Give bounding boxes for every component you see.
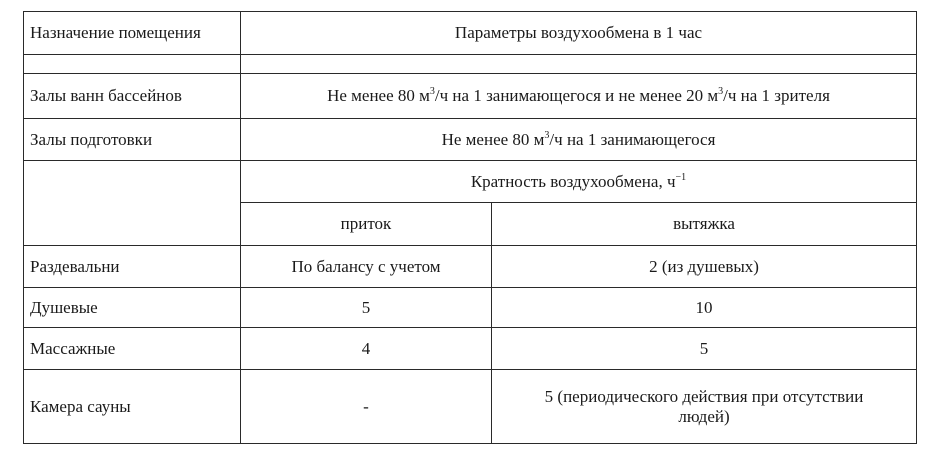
table-row <box>24 370 917 444</box>
air-volume-value <box>241 119 917 161</box>
table-row <box>24 74 917 119</box>
air-exchange-table <box>23 11 917 444</box>
supply-value: По балансу с учетом <box>241 246 492 288</box>
header-air-exchange-params: Параметры воздухообмена в 1 час <box>241 12 917 55</box>
superscript: 3 <box>718 86 724 97</box>
exhaust-header: вытяжка <box>492 203 917 246</box>
value-text: Не менее 80 м <box>441 129 545 149</box>
header-room-purpose: Назначение помещения <box>24 12 241 55</box>
empty-cell <box>24 161 241 246</box>
rate-header-row <box>24 161 917 203</box>
table-row <box>24 328 917 370</box>
room-name: Залы подготовки <box>24 119 241 161</box>
table-empty-row <box>24 55 917 74</box>
rate-header-label: Кратность воздухообмена, ч <box>470 171 676 191</box>
room-name: Залы ванн бассейнов <box>24 74 241 119</box>
exhaust-value: 5 (периодического действия при отсутствии людей) <box>492 370 917 444</box>
value-text: /ч на 1 занимающегося <box>549 129 716 149</box>
superscript: 3 <box>544 129 550 141</box>
exhaust-value: 2 (из душевых) <box>492 246 917 288</box>
room-name: Раздевальни <box>24 246 241 288</box>
value-text: Не менее 80 м <box>327 86 430 105</box>
table-row <box>24 288 917 328</box>
supply-value: 5 <box>241 288 492 328</box>
superscript: 3 <box>429 86 435 97</box>
empty-cell <box>241 55 917 74</box>
supply-header: приток <box>241 203 492 246</box>
superscript: −1 <box>675 171 687 183</box>
room-name: Камера сауны <box>24 370 241 444</box>
value-text: /ч на 1 зрителя <box>723 86 830 105</box>
value-text: /ч на 1 занимающегося и не менее 20 м <box>434 86 719 105</box>
table-row <box>24 119 917 161</box>
supply-value: 4 <box>241 328 492 370</box>
table-header-row <box>24 12 917 55</box>
empty-cell <box>24 55 241 74</box>
room-name: Душевые <box>24 288 241 328</box>
exhaust-value: 10 <box>492 288 917 328</box>
room-name: Массажные <box>24 328 241 370</box>
air-volume-value <box>241 74 917 119</box>
supply-value: - <box>241 370 492 444</box>
rate-header <box>241 161 917 203</box>
exhaust-value: 5 <box>492 328 917 370</box>
table-row <box>24 246 917 288</box>
